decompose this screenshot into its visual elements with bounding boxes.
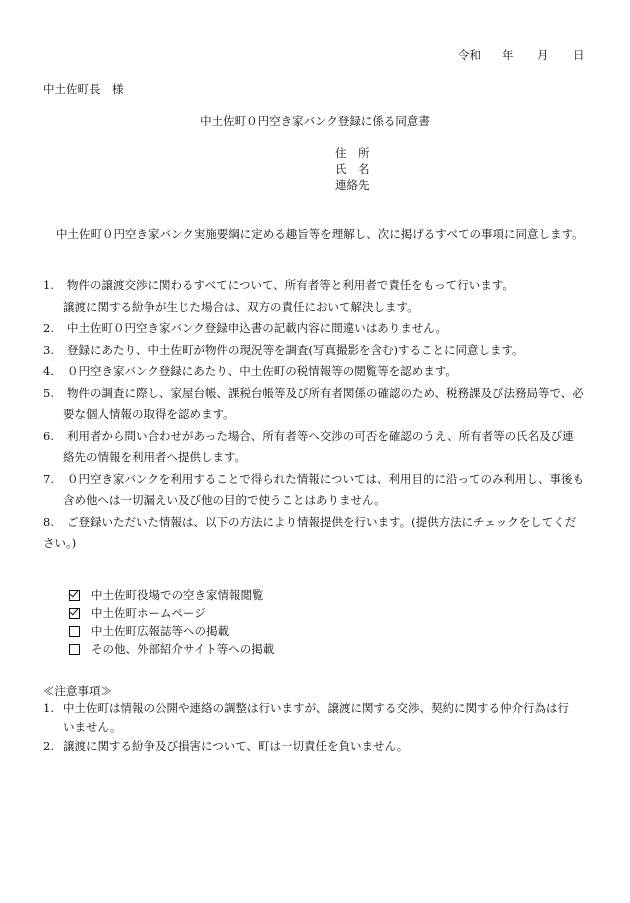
checkbox-checked-icon[interactable]: [69, 608, 80, 619]
notes-heading: ≪注意事項≫: [43, 684, 112, 698]
option-external-sites[interactable]: その他、外部紹介サイト等への掲載: [69, 640, 274, 658]
consent-item-6: 6. 利用者から問い合わせがあった場合、所有者等へ交渉の可否を確認のうえ、所有者等の氏名及び連 絡先の情報を利用者へ提供します。: [43, 428, 574, 464]
note-1: 1. 中土佐町は情報の公開や連絡の調整は行いますが、譲渡に関する交渉、契約に関する仲介行為は行 いません。: [43, 701, 569, 734]
intro-text: 中土佐町０円空き家バンク実施要綱に定める趣旨等を理解し、次に掲げるすべての事項に同意します。: [56, 227, 584, 241]
document-title: 中土佐町０円空き家バンク登録に係る同意書: [200, 114, 430, 128]
consent-item-5: 5. 物件の調査に際し、家屋台帳、課税台帳等及び所有者関係の確認のため、税務課及び法務局等で、必 要な個人情報の取得を認めます。: [43, 385, 584, 421]
date-day: 日: [573, 48, 585, 62]
contact-label: 連絡先: [335, 178, 370, 192]
checkbox-empty-icon[interactable]: [69, 644, 80, 655]
option-newsletter[interactable]: 中土佐町広報誌等への掲載: [69, 622, 274, 640]
applicant-info: [335, 145, 370, 193]
note-2: 2. 譲渡に関する紛争及び損害について、町は一切責任を負いません。: [43, 739, 409, 753]
provision-method-checklist: [69, 586, 274, 658]
checkbox-empty-icon[interactable]: [69, 626, 80, 637]
date-line: [458, 47, 587, 63]
address-label: 住 所: [335, 146, 370, 160]
date-year: 年: [502, 48, 514, 62]
checkbox-checked-icon[interactable]: [69, 590, 80, 601]
option-homepage[interactable]: 中土佐町ホームページ: [69, 604, 274, 622]
consent-item-1: 1. 物件の譲渡交渉に関わるすべてについて、所有者等と利用者で責任をもって行います。 譲渡に関する紛争が生じた場合は、双方の責任において解決します。: [43, 278, 514, 314]
date-era: 令和: [458, 48, 481, 62]
consent-item-8: 8. ご登録いただいた情報は、以下の方法により情報提供を行います。(提供方法にチェックをしてくだ さい。): [43, 514, 577, 550]
date-month: 月: [537, 48, 549, 62]
consent-item-3: 3. 登録にあたり、中土佐町が物件の現況等を調査(写真撮影を含む)することに同意します。: [43, 342, 524, 357]
name-label: 氏 名: [335, 162, 370, 176]
addressee: 中土佐町長 様: [43, 82, 124, 96]
consent-items: [43, 275, 593, 555]
option-town-office[interactable]: 中土佐町役場での空き家情報閲覧: [69, 586, 274, 604]
consent-item-7: 7. ０円空き家バンクを利用することで得られた情報については、利用目的に沿ってのみ利用し、事後も 含め他へは一切漏えい及び他の目的で使うことはありません。: [43, 471, 585, 507]
notes-list: [43, 699, 593, 756]
consent-item-2: 2. 中土佐町０円空き家バンク登録申込書の記載内容に間違いはありません。: [43, 321, 447, 335]
consent-item-4: 4. ０円空き家バンク登録にあたり、中土佐町の税情報等の閲覧等を認めます。: [43, 364, 457, 378]
